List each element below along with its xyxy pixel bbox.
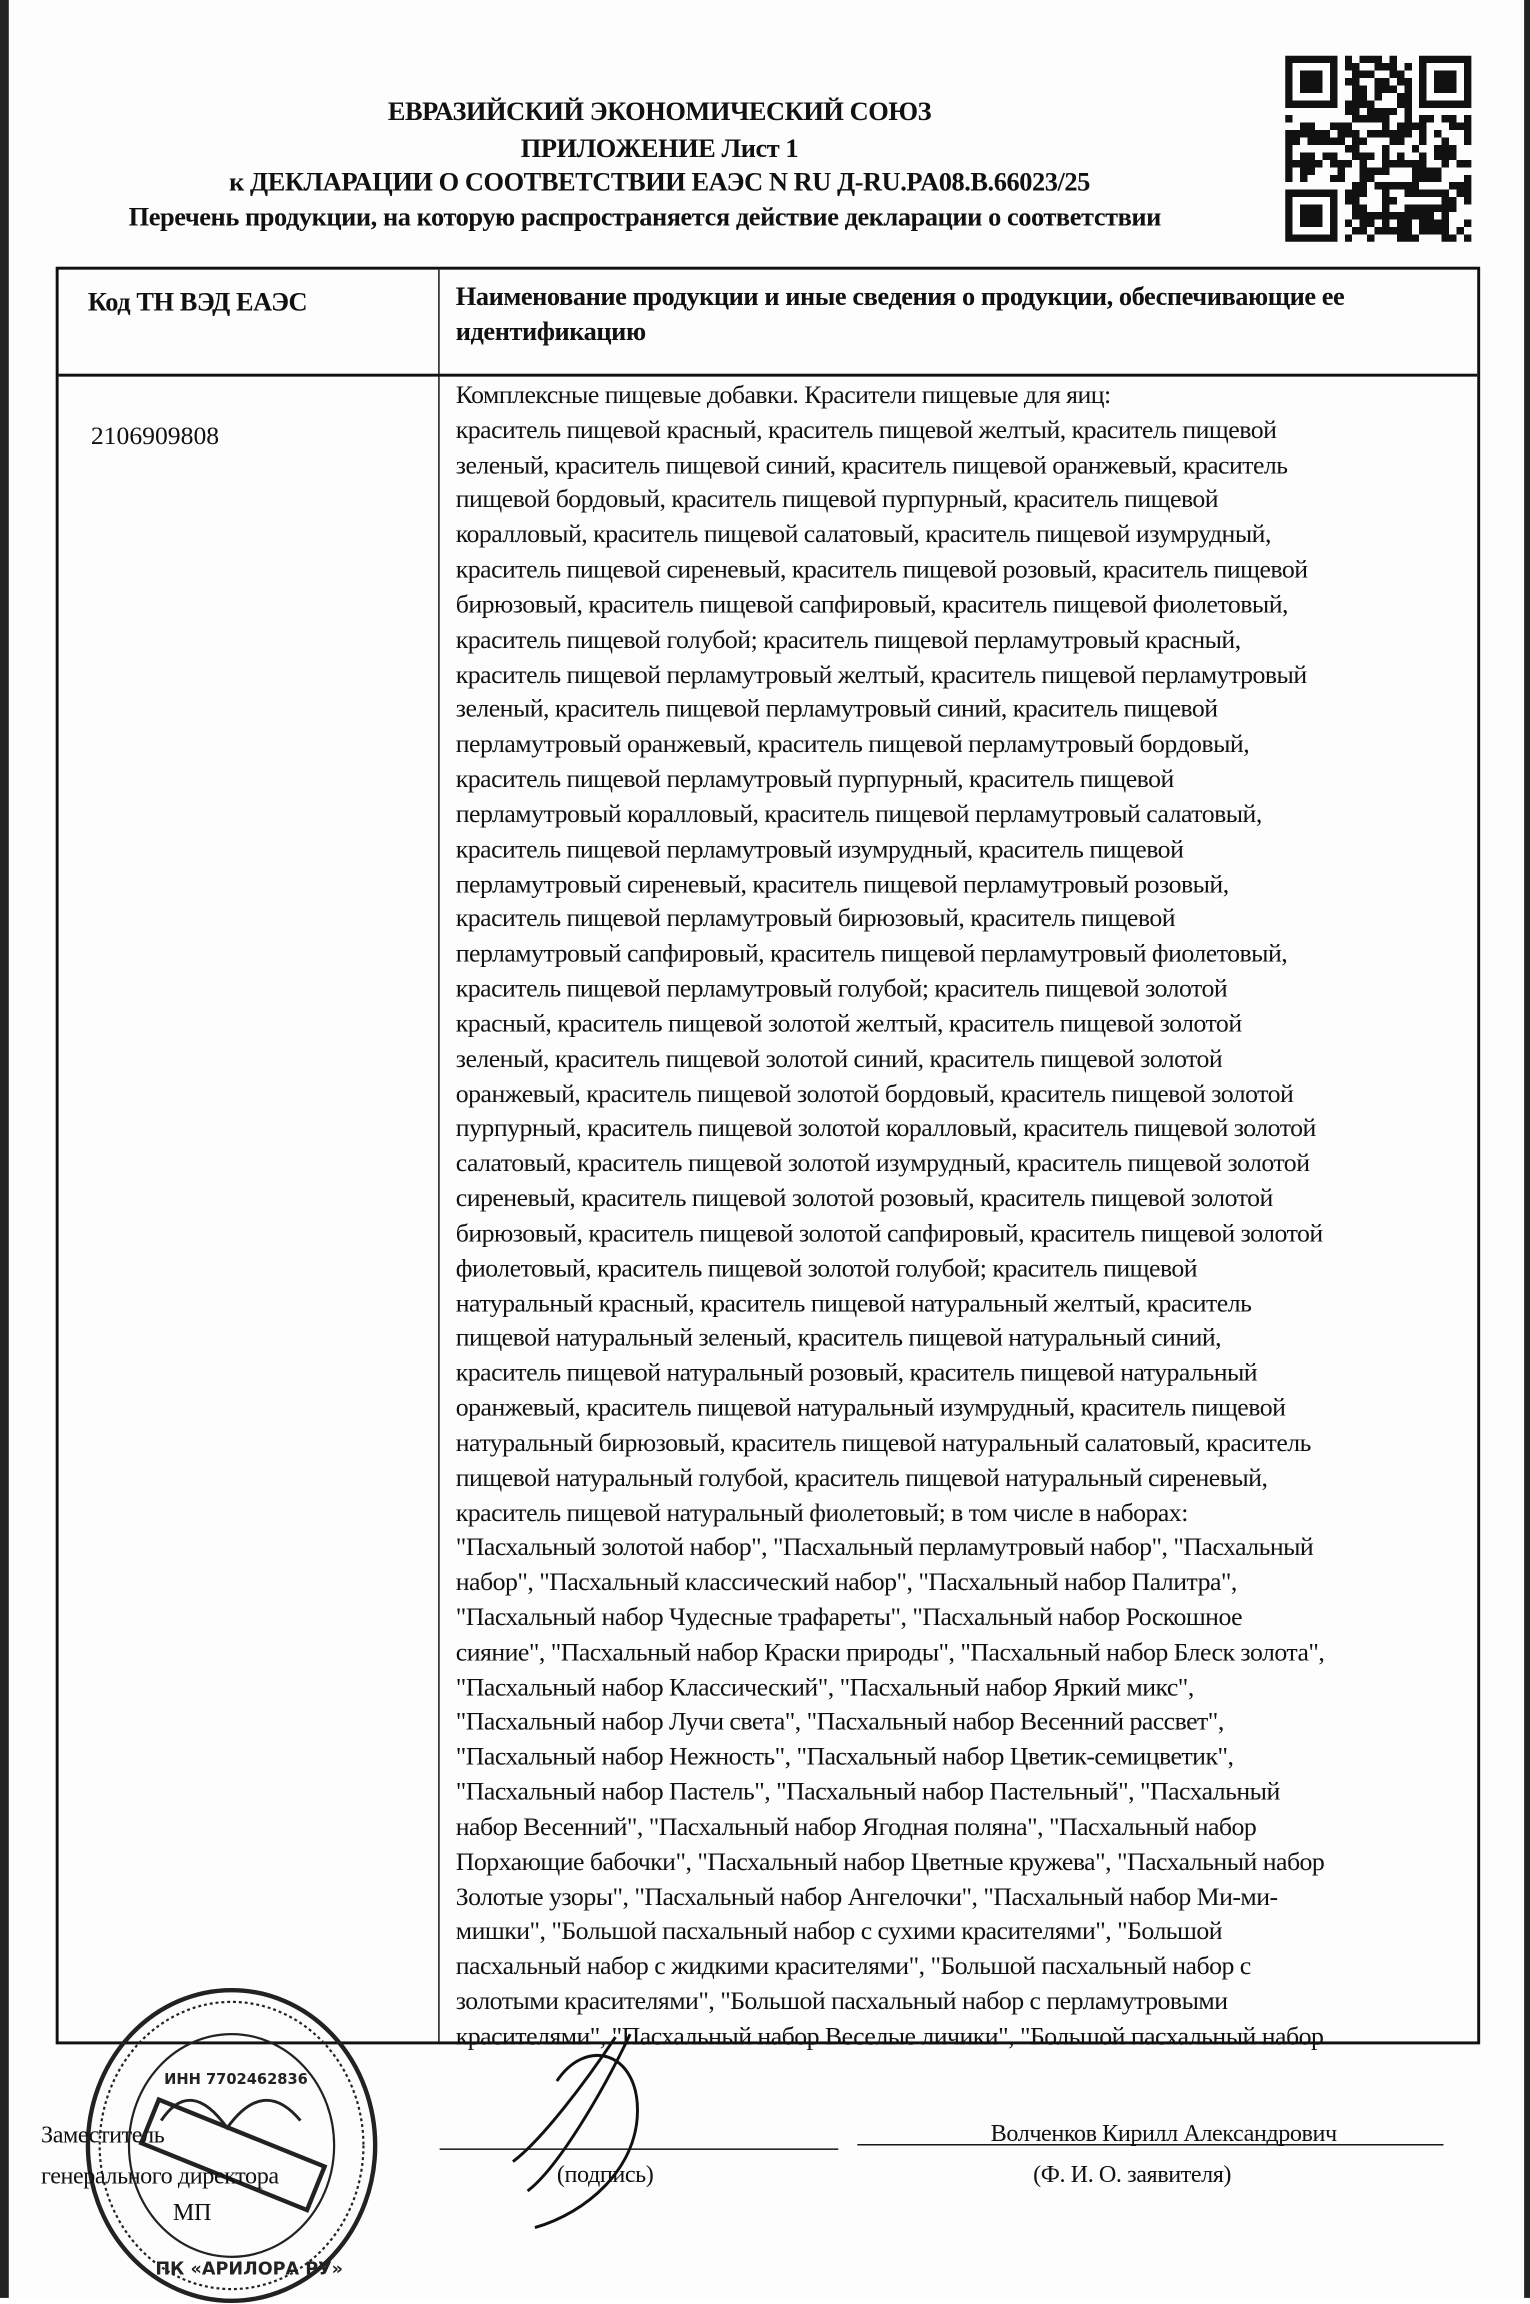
- description-line: красителями", "Пасхальный набор Веселые личики", "Большой пасхальный набор: [455, 2020, 1324, 2051]
- qr-code-icon: [1285, 56, 1471, 242]
- description-line: перламутровый коралловый, краситель пищевой перламутровый салатовый,: [455, 798, 1262, 828]
- signer-name: Волченков Кирилл Александрович: [990, 2119, 1337, 2147]
- description-line: оранжевый, краситель пищевой натуральный изумрудный, краситель пищевой: [455, 1392, 1286, 1422]
- description-line: "Пасхальный золотой набор", "Пасхальный перламутровый набор", "Пасхальный: [455, 1531, 1314, 1562]
- header-description-line: Наименование продукции и иные сведения о продукции, обеспечивающие ее: [455, 281, 1345, 311]
- description-line: сиреневый, краситель пищевой золотой розовый, краситель пищевой золотой: [455, 1182, 1273, 1213]
- description-line: Золотые узоры", "Пасхальный набор Ангелочки", "Пасхальный набор Ми-ми-: [455, 1881, 1278, 1911]
- description-line: краситель пищевой перламутровый желтый, краситель пищевой перламутровый: [455, 658, 1307, 689]
- description-line: краситель пищевой сиреневый, краситель пищевой розовый, краситель пищевой: [455, 554, 1308, 584]
- signer-position-line2: генерального директора: [41, 2161, 279, 2190]
- header-subtitle: Перечень продукции, на которую распространяется действие декларации о соответствии: [128, 202, 1161, 232]
- description-line: краситель пищевой перламутровый изумрудный, краситель пищевой: [455, 833, 1184, 863]
- description-line: пищевой натуральный голубой, краситель пищевой натуральный сиреневый,: [455, 1462, 1268, 1492]
- description-line: пищевой бордовый, краситель пищевой пурпурный, краситель пищевой: [455, 484, 1219, 514]
- description-line: набор Весенний", "Пасхальный набор Ягодная поляна", "Пасхальный набор: [455, 1811, 1257, 1841]
- svg-text:ПК «АРИЛОРА РУ»: ПК «АРИЛОРА РУ»: [155, 2259, 344, 2280]
- signature-scribble: [498, 2022, 689, 2242]
- product-description: [456, 378, 1325, 2054]
- description-line: краситель пищевой красный, краситель пищевой желтый, краситель пищевой: [455, 414, 1277, 444]
- header-divider: [59, 374, 1478, 377]
- description-line: краситель пищевой перламутровый бирюзовый, краситель пищевой: [455, 903, 1175, 933]
- description-line: сияние", "Пасхальный набор Краски природы", "Пасхальный набор Блеск золота",: [455, 1636, 1325, 1666]
- description-line: Порхающие бабочки", "Пасхальный набор Цветные кружева", "Пасхальный набор: [455, 1846, 1325, 1876]
- header-appendix: ПРИЛОЖЕНИЕ Лист 1: [520, 133, 799, 163]
- header-description-line: идентификацию: [455, 316, 646, 346]
- description-line: "Пасхальный набор Пастель", "Пасхальный набор Пастельный", "Пасхальный: [455, 1776, 1280, 1806]
- description-line: перламутровый оранжевый, краситель пищевой перламутровый бордовый,: [455, 728, 1250, 759]
- description-line: зеленый, краситель пищевой золотой синий, краситель пищевой золотой: [455, 1043, 1223, 1073]
- description-line: краситель пищевой натуральный розовый, краситель пищевой натуральный: [455, 1357, 1258, 1387]
- description-line: краситель пищевой перламутровый голубой; краситель пищевой золотой: [455, 973, 1228, 1003]
- description-line: коралловый, краситель пищевой салатовый, краситель пищевой изумрудный,: [455, 519, 1271, 549]
- name-line: [857, 2144, 1443, 2145]
- description-line: фиолетовый, краситель пищевой золотой голубой; краситель пищевой: [455, 1252, 1198, 1282]
- name-caption: (Ф. И. О. заявителя): [1033, 2160, 1232, 2188]
- description-line: натуральный бирюзовый, краситель пищевой натуральный салатовый, краситель: [455, 1427, 1311, 1457]
- signature-line: [440, 2148, 839, 2149]
- product-table: [56, 267, 1480, 2051]
- description-line: зеленый, краситель пищевой перламутровый синий, краситель пищевой: [455, 693, 1218, 724]
- description-line: мишки", "Большой пасхальный набор с сухими красителями", "Большой: [455, 1916, 1223, 1946]
- scan-edge-left: [0, 0, 9, 2298]
- description-line: пасхальный набор с жидкими красителями", "Большой пасхальный набор с: [455, 1950, 1251, 1981]
- description-line: бирюзовый, краситель пищевой сапфировый, краситель пищевой фиолетовый,: [455, 589, 1288, 619]
- description-line: краситель пищевой натуральный фиолетовый; в том числе в наборах:: [455, 1497, 1188, 1527]
- description-line: краситель пищевой голубой; краситель пищевой перламутровый красный,: [455, 624, 1241, 654]
- description-line: красный, краситель пищевой золотой желтый, краситель пищевой золотой: [455, 1008, 1242, 1038]
- description-line: перламутровый сиреневый, краситель пищевой перламутровый розовый,: [455, 868, 1229, 898]
- signer-position-line1: Заместитель: [41, 2120, 165, 2149]
- description-line: "Пасхальный набор Чудесные трафареты", "Пасхальный набор Роскошное: [455, 1601, 1243, 1632]
- signature-caption: (подпись): [556, 2160, 654, 2188]
- description-line: "Пасхальный набор Лучи света", "Пасхальный набор Весенний рассвет",: [455, 1706, 1224, 1736]
- description-line: набор", "Пасхальный классический набор", "Пасхальный набор Палитра",: [455, 1566, 1237, 1597]
- tnved-code: 2106909808: [90, 420, 220, 450]
- description-line: салатовый, краситель пищевой золотой изумрудный, краситель пищевой золотой: [455, 1147, 1310, 1178]
- description-line: оранжевый, краситель пищевой золотой бордовый, краситель пищевой золотой: [455, 1077, 1294, 1108]
- description-line: "Пасхальный набор Классический", "Пасхальный набор Яркий микс",: [455, 1671, 1194, 1701]
- description-line: пурпурный, краситель пищевой золотой коралловый, краситель пищевой золотой: [455, 1112, 1316, 1143]
- header-description: [456, 278, 1345, 348]
- description-line: натуральный красный, краситель пищевой натуральный желтый, краситель: [455, 1287, 1252, 1317]
- header-declaration-number: к ДЕКЛАРАЦИИ О СООТВЕТСТВИИ ЕАЭС N RU Д-RU.PA08.B.66023/25: [229, 167, 1090, 197]
- header-code: Код ТН ВЭД ЕАЭС: [87, 287, 308, 317]
- description-line: зеленый, краситель пищевой синий, краситель пищевой оранжевый, краситель: [455, 449, 1288, 479]
- column-divider: [438, 270, 439, 2042]
- svg-text:ИНН 7702462836: ИНН 7702462836: [164, 2070, 308, 2088]
- description-line: Комплексные пищевые добавки. Красители пищевые для яиц:: [455, 379, 1111, 409]
- header-union: ЕВРАЗИЙСКИЙ ЭКОНОМИЧЕСКИЙ СОЮЗ: [387, 96, 932, 127]
- scan-edge-right: [1524, 0, 1530, 2298]
- description-line: краситель пищевой перламутровый пурпурный, краситель пищевой: [455, 763, 1174, 793]
- description-line: золотыми красителями", "Большой пасхальный набор с перламутровыми: [455, 1985, 1228, 2016]
- description-line: перламутровый сапфировый, краситель пищевой перламутровый фиолетовый,: [455, 938, 1288, 968]
- description-line: бирюзовый, краситель пищевой золотой сапфировый, краситель пищевой золотой: [455, 1217, 1323, 1247]
- description-line: "Пасхальный набор Нежность", "Пасхальный набор Цветик-семицветик",: [455, 1741, 1234, 1771]
- description-line: пищевой натуральный зеленый, краситель пищевой натуральный синий,: [455, 1322, 1222, 1352]
- seal-mark: МП: [172, 2198, 212, 2227]
